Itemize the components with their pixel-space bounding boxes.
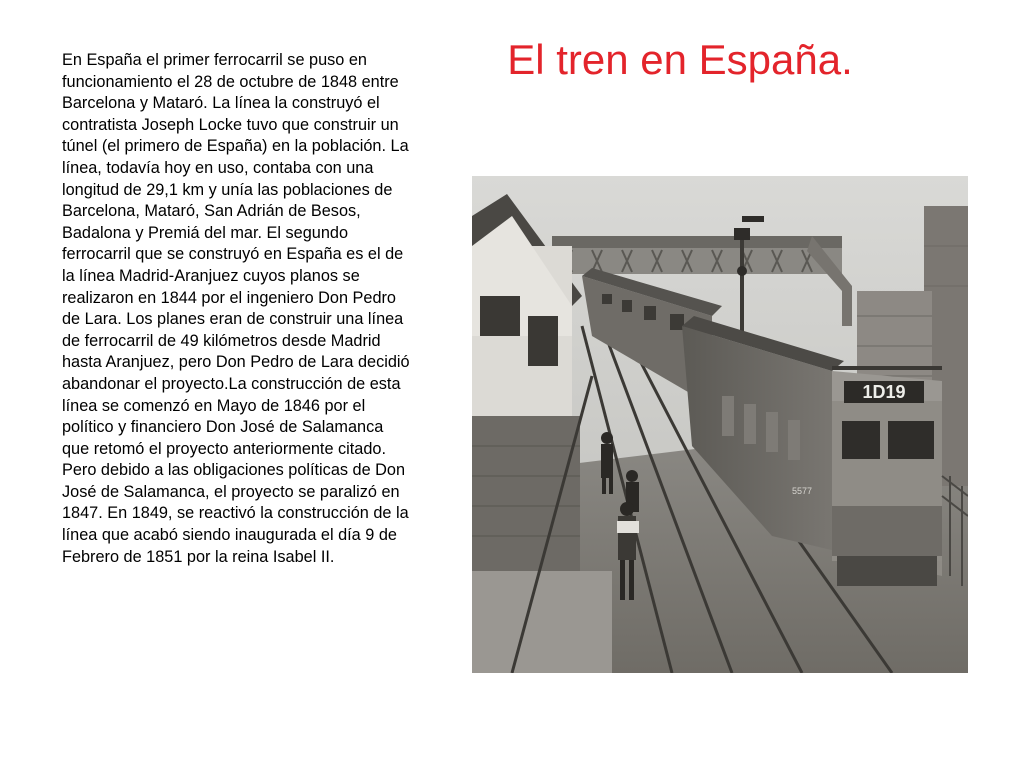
headcode-label: 1D19 [862,382,906,402]
train-photo [472,176,968,673]
slide-body-text: En España el primer ferrocarril se puso en funcionamiento el 28 de octubre de 1848 entre Barcelona y Mataró. La línea la construyó el contratista Joseph Locke tuvo que construir un túnel (el primero de España) en la población. La línea, todavía hoy en uso, contaba con una longitud de 29,1 km y unía las poblaciones de Barcelona, Mataró, San Adrián de Besos, Badalona y Premiá del mar. El segundo ferrocarril que se construyó en España es el de la línea Madrid-Aranjuez cuyos planos se realizaron en 1844 por el ingeniero Don Pedro de Lara. Los planes eran de construir una línea de ferrocarril de 49 kilómetros desde Madrid hasta Aranjuez, pero Don Pedro de Lara decidió abandonar el proyecto.La construcción de esta línea se comenzó en Mayo de 1846 por el político y financiero Don José de Salamanca que retomó el proyecto anteriormente citado. Pero debido a las obligaciones políticas de Don José de Salamanca, el proyecto se paralizó en 1847. En 1849, se reactivó la construcción de la línea que acabó siendo inaugurada el día 9 de Febrero de 1851 por la reina Isabel II. [62,51,410,566]
slide-title: El tren en España. [507,36,853,83]
train-photo-illustration [472,176,968,673]
loco-number: 5577 [791,486,813,496]
